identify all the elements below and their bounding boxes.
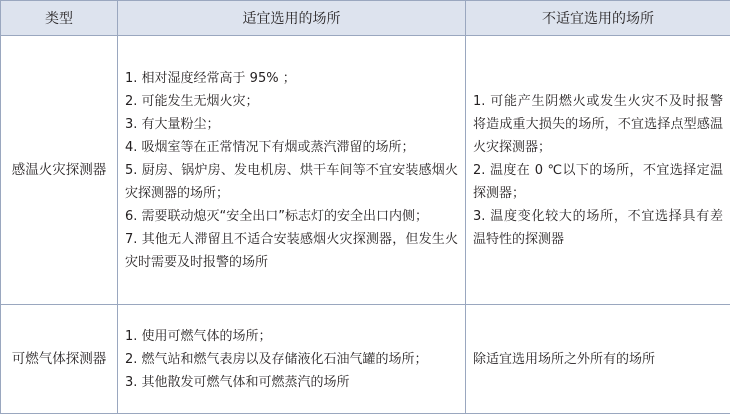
list-item: 1. 可能产生阴燃火或发生火灾不及时报警将造成重大损失的场所，不宜选择点型感温火灾探测器； — [473, 93, 723, 155]
unsuitable-cell — [466, 305, 730, 414]
header-suitable: 适宜选用的场所 — [118, 1, 466, 36]
list-item: 1. 使用可燃气体的场所； — [125, 328, 272, 344]
list-item: 2. 燃气站和燃气表房以及存储液化石油气罐的场所； — [125, 351, 428, 367]
table-header-row — [1, 1, 730, 36]
type-cell: 感温火灾探测器 — [1, 36, 118, 305]
header-unsuitable: 不适宜选用的场所 — [466, 1, 730, 36]
list-item: 6. 需要联动熄灭“安全出口”标志灯的安全出口内侧； — [125, 208, 429, 224]
list-item: 1. 相对湿度经常高于 95% ； — [125, 70, 296, 86]
list-item: 3. 温度变化较大的场所，不宜选择具有差温特性的探测器 — [473, 208, 723, 247]
table-row — [1, 305, 730, 414]
list-item: 3. 其他散发可燃气体和可燃蒸汽的场所 — [125, 374, 350, 390]
list-item: 7. 其他无人滞留且不适合安装感烟火灾探测器，但发生火灾时需要及时报警的场所 — [125, 231, 458, 270]
type-cell: 可燃气体探测器 — [1, 305, 118, 414]
list-item: 3. 有大量粉尘； — [125, 116, 220, 132]
table-row — [1, 36, 730, 305]
list-item: 除适宜选用场所之外所有的场所 — [473, 351, 656, 367]
list-item: 5. 厨房、锅炉房、发电机房、烘干车间等不宜安装感烟火灾探测器的场所； — [125, 162, 458, 201]
unsuitable-cell — [466, 36, 730, 305]
header-type: 类型 — [1, 1, 118, 36]
list-item: 4. 吸烟室等在正常情况下有烟或蒸汽滞留的场所； — [125, 139, 415, 155]
list-item: 2. 可能发生无烟火灾； — [125, 93, 259, 109]
list-item: 2. 温度在 0 ℃以下的场所，不宜选择定温探测器； — [473, 162, 723, 201]
suitable-cell — [118, 305, 466, 414]
suitable-cell — [118, 36, 466, 305]
